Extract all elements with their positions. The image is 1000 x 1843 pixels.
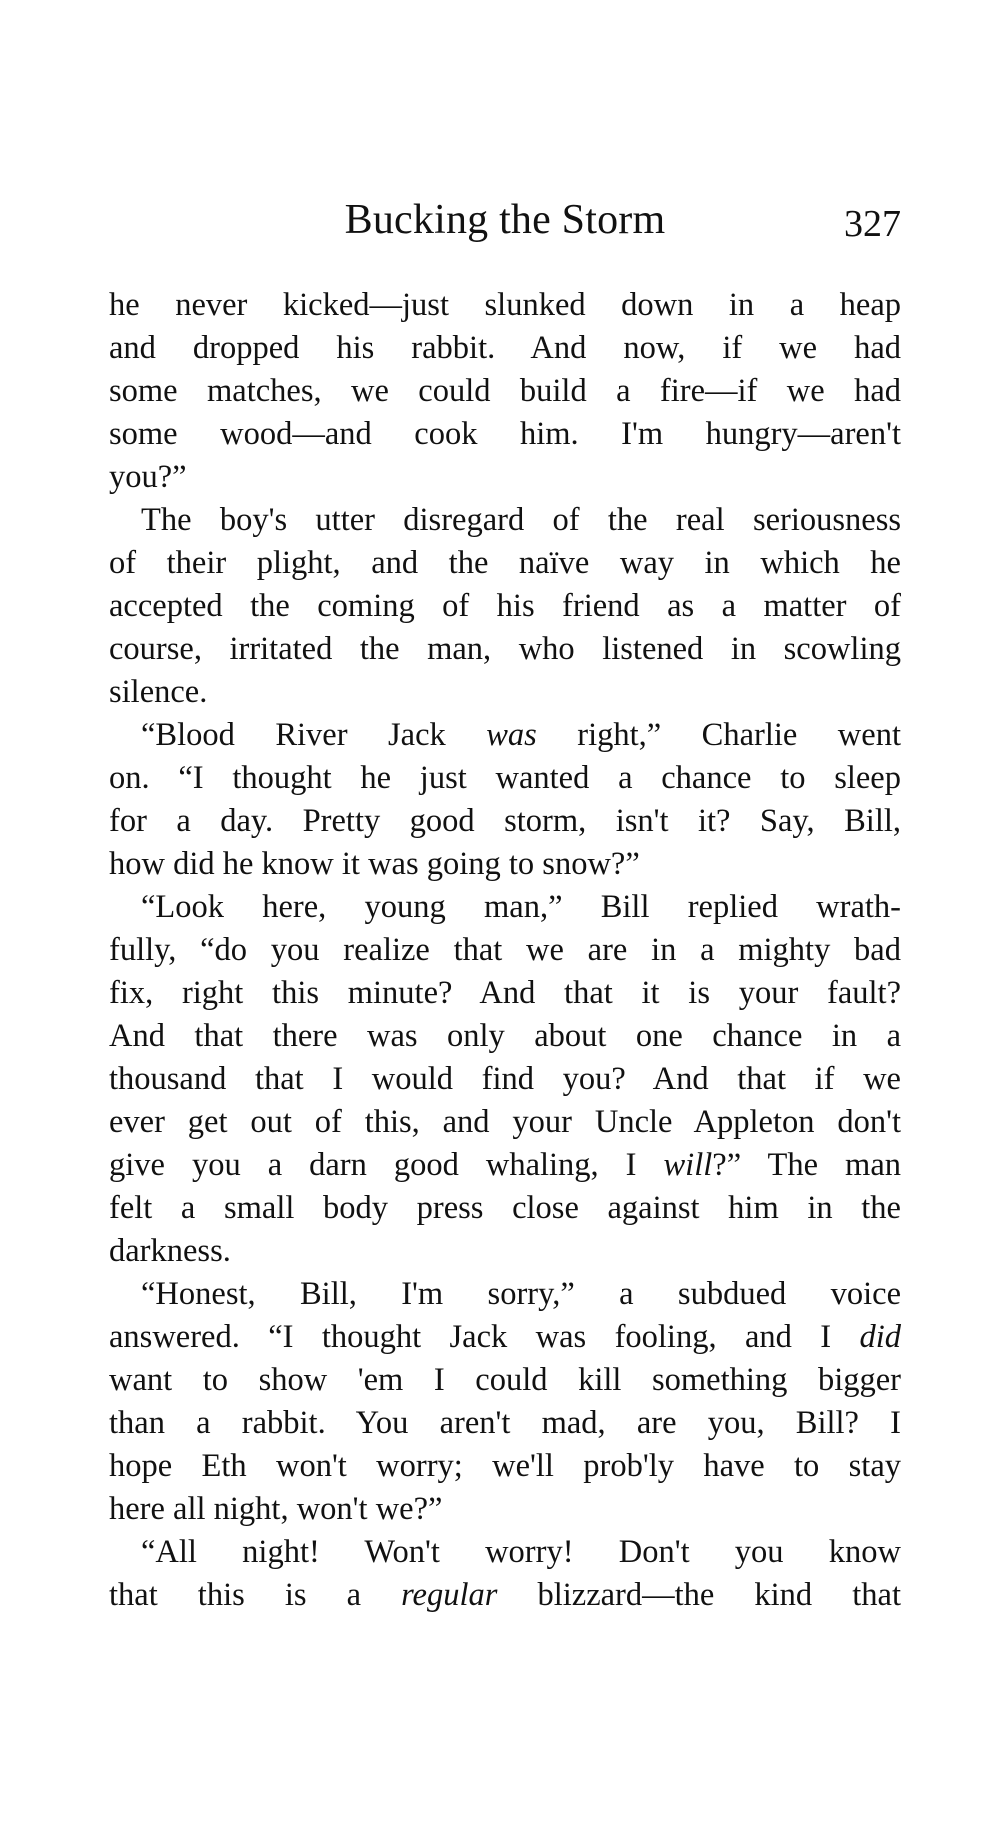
text-line: than a rabbit. You aren't mad, are you, Bill? I (109, 1405, 901, 1441)
text-line: some wood—and cook him. I'm hungry—aren't (109, 416, 901, 452)
text-line: fully, “do you realize that we are in a mighty bad (109, 932, 901, 968)
text-line: hope Eth won't worry; we'll prob'ly have to stay (109, 1448, 901, 1484)
paragraph (109, 1273, 901, 1531)
text-line: course, irritated the man, who listened in scowling (109, 631, 901, 667)
text-line: darkness. (109, 1233, 231, 1269)
running-head (109, 192, 901, 252)
text-line: on. “I thought he just wanted a chance to sleep (109, 760, 901, 796)
text-line: how did he know it was going to snow?” (109, 846, 640, 882)
text-line: “Blood River Jack was right,” Charlie went (141, 717, 901, 753)
text-line: fix, right this minute? And that it is your fault? (109, 975, 901, 1011)
text-line: want to show 'em I could kill something bigger (109, 1362, 901, 1398)
paragraph (109, 714, 901, 886)
text-line: he never kicked—just slunked down in a heap (109, 287, 901, 323)
italic-word: did (859, 1319, 901, 1355)
running-title: Bucking the Storm (344, 197, 666, 243)
italic-word: will (663, 1147, 713, 1183)
text-line: “Honest, Bill, I'm sorry,” a subdued voice (141, 1276, 901, 1312)
text-line: give you a darn good whaling, I will?” The man (109, 1147, 901, 1183)
text-line: felt a small body press close against him in the (109, 1190, 901, 1226)
italic-word: was (486, 717, 537, 753)
text-line: The boy's utter disregard of the real seriousness (141, 502, 901, 538)
text-line: some matches, we could build a fire—if we had (109, 373, 901, 409)
text-line: here all night, won't we?” (109, 1491, 443, 1527)
text-line: “Look here, young man,” Bill replied wrath- (141, 889, 901, 925)
paragraph (109, 499, 901, 714)
paragraph (109, 284, 901, 499)
paragraph (109, 886, 901, 1273)
text-line: that this is a regular blizzard—the kind that (109, 1577, 901, 1613)
body-text (109, 284, 901, 1617)
text-line: “All night! Won't worry! Don't you know (141, 1534, 901, 1570)
text-line: and dropped his rabbit. And now, if we had (109, 330, 901, 366)
text-line: And that there was only about one chance in a (109, 1018, 901, 1054)
text-line: ever get out of this, and your Uncle Appleton don't (109, 1104, 901, 1140)
page-number: 327 (844, 203, 901, 245)
italic-word: regular (401, 1577, 498, 1613)
text-line: of their plight, and the naïve way in which he (109, 545, 901, 581)
text-line: you?” (109, 459, 187, 495)
text-line: answered. “I thought Jack was fooling, and I did (109, 1319, 901, 1355)
text-line: accepted the coming of his friend as a matter of (109, 588, 901, 624)
paragraph (109, 1531, 901, 1617)
text-line: for a day. Pretty good storm, isn't it? Say, Bill, (109, 803, 901, 839)
text-line: thousand that I would find you? And that if we (109, 1061, 901, 1097)
text-line: silence. (109, 674, 208, 710)
